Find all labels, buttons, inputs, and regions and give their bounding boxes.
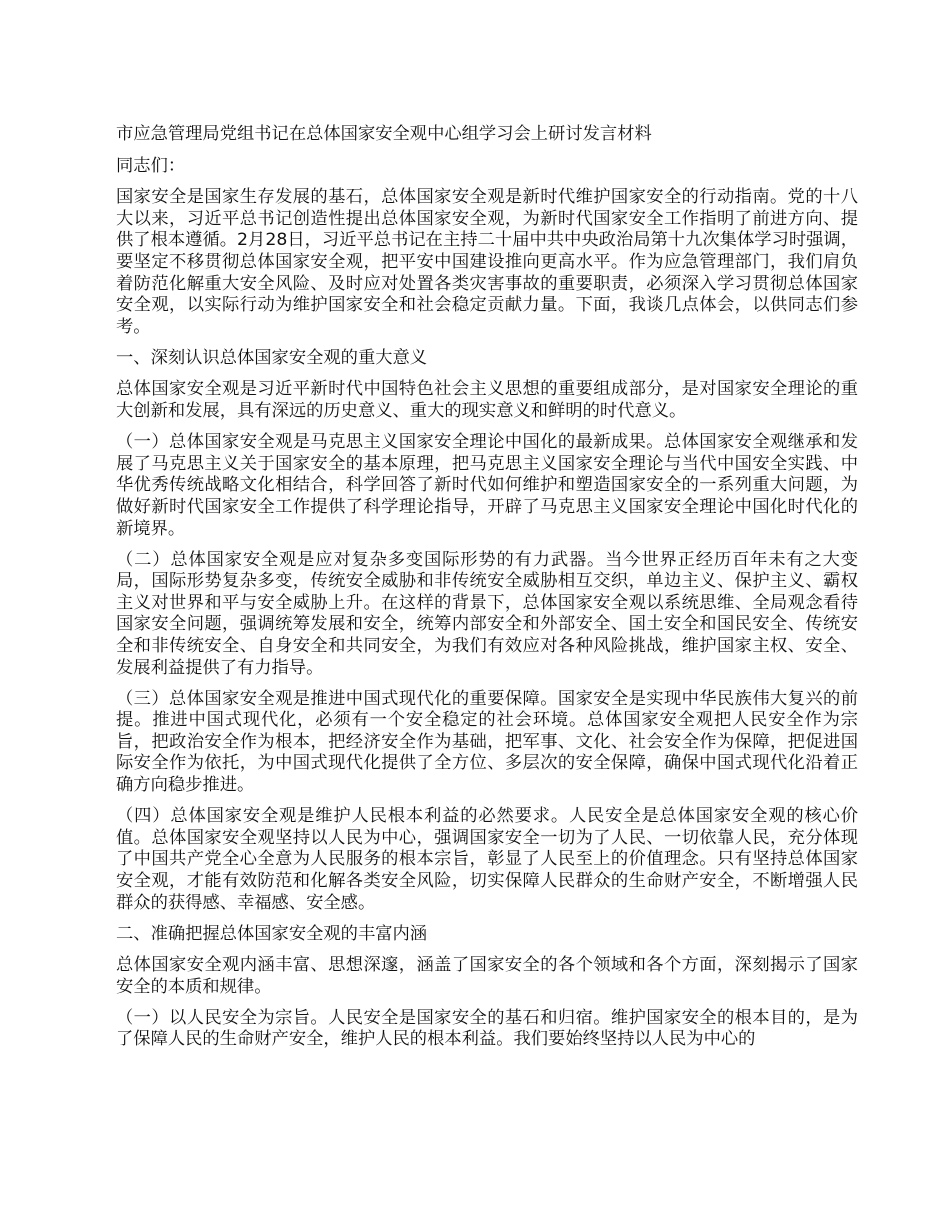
section-1-heading: 一、深刻认识总体国家安全观的重大意义: [116, 347, 428, 368]
section-1-point-1: （一）总体国家安全观是马克思主义国家安全理论中国化的最新成果。总体国家安全观继承和发展了马克思主义关于国家安全的基本原理，把马克思主义国家安全理论与当代中国安全实践、中华优秀传统战略文化相结合，科学回答了新时代如何维护和塑造国家安全的一系列重大问题，为做好新时代国家安全工作提供了科学理论指导，开辟了马克思主义国家安全理论中国化时代化的新境界。: [116, 432, 858, 539]
document-title: 市应急管理局党组书记在总体国家安全观中心组学习会上研讨发言材料: [116, 124, 652, 144]
section-2-point-1: （一）以人民安全为宗旨。人民安全是国家安全的基石和归宿。维护国家安全的根本目的，是为了保障人民的生命财产安全，维护人民的根本利益。我们要始终坚持以人民为中心的: [116, 1007, 858, 1050]
section-2-lead: 总体国家安全观内涵丰富、思想深邃，涵盖了国家安全的各个领域和各个方面，深刻揭示了国家安全的本质和规律。: [116, 955, 858, 997]
salutation: 同志们：: [116, 155, 186, 176]
section-1-point-3: （三）总体国家安全观是推进中国式现代化的重要保障。国家安全是实现中华民族伟大复兴的前提。推进中国式现代化，必须有一个安全稳定的社会环境。总体国家安全观把人民安全作为宗旨，把政治安全作为根本，把经济安全作为基础，把军事、文化、社会安全作为保障，把促进国际安全作为依托，为中国式现代化提供了全方位、多层次的安全保障，确保中国式现代化沿着正确方向稳步推进。: [116, 688, 858, 796]
section-1-lead: 总体国家安全观是习近平新时代中国特色社会主义思想的重要组成部分，是对国家安全理论的重大创新和发展，具有深远的历史意义、重大的现实意义和鲜明的时代意义。: [116, 379, 858, 422]
section-1-point-4: （四）总体国家安全观是维护人民根本利益的必然要求。人民安全是总体国家安全观的核心价值。总体国家安全观坚持以人民为中心，强调国家安全一切为了人民、一切依靠人民，充分体现了中国共产党全心全意为人民服务的根本宗旨，彰显了人民至上的价值理念。只有坚持总体国家安全观，才能有效防范和化解各类安全风险，切实保障人民群众的生命财产安全，不断增强人民群众的获得感、幸福感、安全感。: [116, 806, 858, 913]
intro-paragraph: 国家安全是国家生存发展的基石，总体国家安全观是新时代维护国家安全的行动指南。党的十八大以来，习近平总书记创造性提出总体国家安全观，为新时代国家安全工作指明了前进方向、提供了根本遵循。2月28日，习近平总书记在主持二十届中共中央政治局第十九次集体学习时强调，要坚定不移贯彻总体国家安全观，把平安中国建设推向更高水平。作为应急管理部门，我们肩负着防范化解重大安全风险、及时应对处置各类灾害事故的重要职责，必须深入学习贯彻总体国家安全观，以实际行动为维护国家安全和社会稳定贡献力量。下面，我谈几点体会，以供同志们参考。: [116, 187, 858, 337]
section-1-point-2: （二）总体国家安全观是应对复杂多变国际形势的有力武器。当今世界正经历百年未有之大变局，国际形势复杂多变，传统安全威胁和非传统安全威胁相互交织，单边主义、保护主义、霸权主义对世界和平与安全威胁上升。在这样的背景下，总体国家安全观以系统思维、全局观念看待国家安全问题，强调统筹发展和安全，统筹内部安全和外部安全、国土安全和国民安全、传统安全和非传统安全、自身安全和共同安全，为我们有效应对各种风险挑战，维护国家主权、安全、发展利益提供了有力指导。: [116, 549, 858, 678]
document-page: [116, 124, 858, 1061]
section-2-heading: 二、准确把握总体国家安全观的丰富内涵: [116, 923, 428, 944]
